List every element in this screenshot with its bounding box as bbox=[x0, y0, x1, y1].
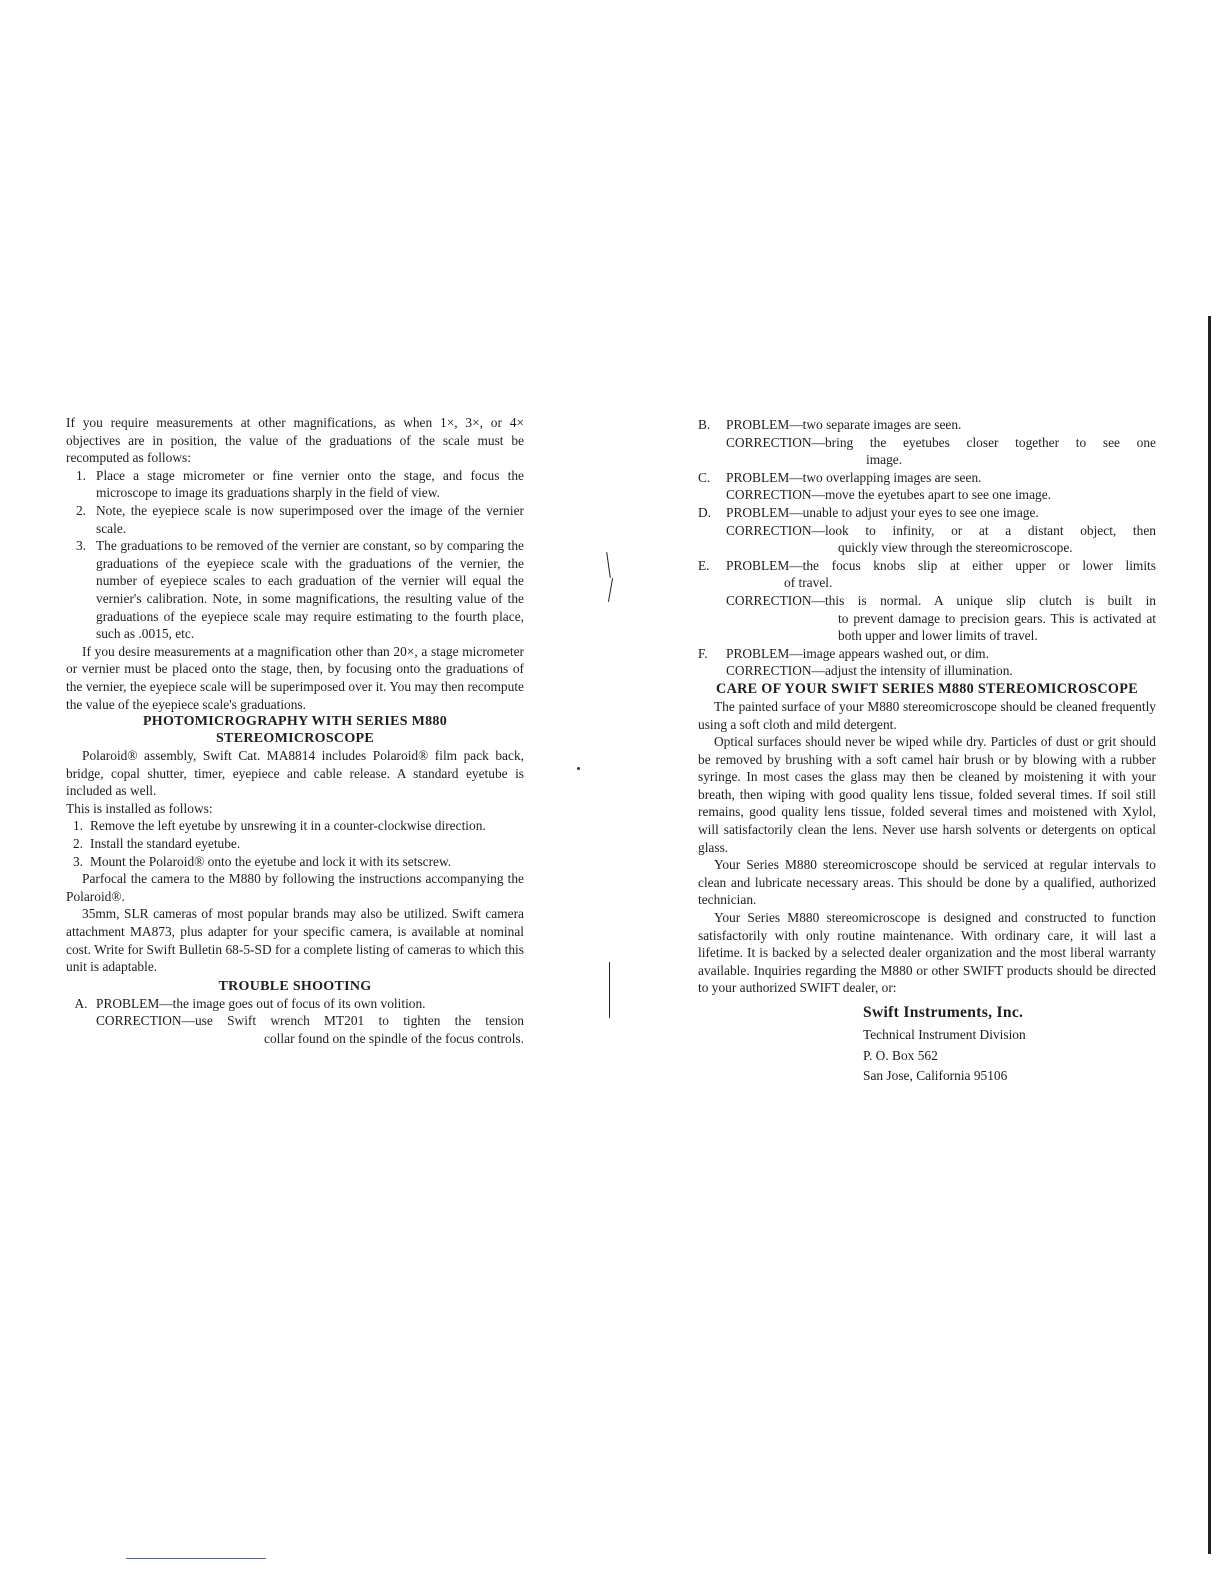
photomicrography-heading bbox=[66, 713, 524, 747]
left-column bbox=[66, 414, 524, 1048]
fold-mark-top bbox=[606, 552, 611, 578]
fold-mark-bottom bbox=[609, 962, 610, 1018]
photo-step-1 bbox=[66, 817, 524, 835]
trouble-letter: C. bbox=[698, 469, 711, 485]
step-2 bbox=[66, 502, 524, 537]
fold-mark-top-lower bbox=[608, 578, 613, 602]
step-text: Place a stage micrometer or fine vernier onto the stage, and focus the microscope to image its graduations sharply in the field of view. bbox=[96, 467, 524, 501]
trouble-problem: PROBLEM—two separate images are seen. bbox=[726, 417, 962, 432]
photomicrography-heading-line-2: STEREOMICROSCOPE bbox=[215, 731, 375, 747]
step-text: Install the standard eyetube. bbox=[90, 836, 241, 852]
correction-line: CORRECTION—use Swift wrench MT201 to tighten the tension bbox=[96, 1013, 524, 1029]
correction-line: CORRECTION—move the eyetubes apart to see one image. bbox=[726, 487, 1052, 503]
trouble-letter: A. bbox=[74, 995, 88, 1011]
step-number: 1. bbox=[72, 818, 84, 834]
company-address bbox=[863, 1001, 1156, 1087]
trouble-item-d bbox=[698, 504, 1156, 522]
care-paragraph-1: The painted surface of your M880 stereomicroscope should be cleaned frequently using a soft cloth and mild detergent. bbox=[698, 698, 1156, 732]
care-heading: CARE OF YOUR SWIFT SERIES M880 STEREOMICROSCOPE bbox=[716, 680, 1138, 697]
correction-line-cont: to prevent damage to precision gears. This is activated at both upper and lower limits of travel. bbox=[838, 610, 1156, 644]
step-3 bbox=[66, 537, 524, 643]
correction-line-cont: collar found on the spindle of the focus controls. bbox=[264, 1031, 524, 1046]
polaroid-paragraph: Polaroid® assembly, Swift Cat. MA8814 includes Polaroid® film pack back, bridge, copal shutter, timer, eyepiece and cable release. A standard eyetube is included as well. bbox=[66, 748, 524, 799]
photo-step-3 bbox=[66, 853, 524, 871]
trouble-item-e bbox=[698, 557, 1156, 575]
step-number: 2. bbox=[75, 502, 87, 518]
trouble-letter: F. bbox=[698, 645, 708, 661]
correction-line: CORRECTION—bring the eyetubes closer together to see one bbox=[726, 434, 1156, 450]
correction-line-cont: quickly view through the stereomicroscope. bbox=[838, 540, 1073, 556]
right-column bbox=[698, 416, 1156, 1087]
scan-speck bbox=[577, 767, 580, 770]
trouble-letter: B. bbox=[698, 417, 711, 432]
photo-step-2 bbox=[66, 835, 524, 853]
trouble-f-correction bbox=[698, 662, 1156, 680]
trouble-problem: PROBLEM—the image goes out of focus of its own volition. bbox=[96, 995, 426, 1011]
step-text: Note, the eyepiece scale is now superimposed over the image of the vernier scale. bbox=[96, 502, 524, 536]
scan-edge-line bbox=[1208, 316, 1211, 1554]
step-text: Remove the left eyetube by unsrewing it in a counter-clockwise direction. bbox=[90, 818, 486, 834]
trouble-problem-cont: of travel. bbox=[784, 575, 833, 591]
correction-line: CORRECTION—adjust the intensity of illumination. bbox=[726, 663, 1013, 679]
intro-paragraph: If you require measurements at other magnifications, as when 1×, 3×, or 4× objectives are in position, the value of the graduations of the scale must be recomputed as follows: bbox=[66, 415, 524, 466]
care-paragraph-4: Your Series M880 stereomicroscope is designed and constructed to function satisfactorily with only routine maintenance. With ordinary care, it will last a lifetime. It is backed by a selected dealer organization and the most liberal warranty available. Inquiries regarding the M880 or other SWIFT products should be directed to your authorized SWIFT dealer, or: bbox=[698, 910, 1156, 996]
slr-paragraph: 35mm, SLR cameras of most popular brands may also be utilized. Swift camera attachment MA873, plus adapter for your specific camera, is available at nominal cost. Write for Swift Bulletin 68-5-SD for a complete listing of cameras to which this unit is adaptable. bbox=[66, 906, 524, 975]
photomicrography-heading-line-1: PHOTOMICROGRAPHY WITH SERIES M880 bbox=[142, 714, 448, 730]
measurement-paragraph: If you desire measurements at a magnification other than 20×, a stage micrometer or vernier must be placed onto the stage, then, by focusing onto the graduations of the vernier, the eyepiece scale will be superimposed over it. You may then recompute the value of the eyepiece scale's graduations. bbox=[66, 643, 524, 712]
step-number: 1. bbox=[75, 467, 87, 483]
care-paragraph-2: Optical surfaces should never be wiped while dry. Particles of dust or grit should be removed by brushing with a soft camel hair brush or by blowing with a rubber syringe. In most cases the glass may then be cleaned by moistening it with your breath, then wiping with good quality lens tissue, folded several times. If soil still remains, good quality lens tissue, folded several times and moistened with Xylol, will satisfactorily clean the lens. Never use harsh solvents or detergents on optical glass. bbox=[698, 734, 1156, 855]
correction-line-cont: image. bbox=[866, 452, 903, 468]
trouble-c-correction bbox=[698, 486, 1156, 504]
trouble-b-correction bbox=[698, 434, 1156, 469]
care-paragraph-3: Your Series M880 stereomicroscope should be serviced at regular intervals to clean and lubricate necessary areas. This should be done by a qualified, authorized technician. bbox=[698, 857, 1156, 908]
step-number: 2. bbox=[72, 836, 84, 852]
trouble-item-f bbox=[698, 645, 1156, 663]
company-pobox: P. O. Box 562 bbox=[863, 1047, 938, 1063]
correction-line: CORRECTION—this is normal. A unique slip clutch is built in bbox=[726, 592, 1156, 608]
company-division: Technical Instrument Division bbox=[863, 1027, 1026, 1042]
step-number: 3. bbox=[75, 538, 87, 554]
blue-underline-mark bbox=[126, 1558, 266, 1559]
step-text: Mount the Polaroid® onto the eyetube and lock it with its setscrew. bbox=[90, 853, 452, 869]
step-number: 3. bbox=[72, 853, 84, 869]
company-city: San Jose, California 95106 bbox=[863, 1068, 1008, 1083]
trouble-item-c bbox=[698, 469, 1156, 487]
step-text: The graduations to be removed of the vernier are constant, so by comparing the graduations of the eyepiece scale with the graduations of the vernier, the number of eyepiece scales to each graduation of the vernier will equal the vernier's calibration. Note, in some magnifications, the resulting value of the graduations of the eyepiece scale may require estimating to the fourth place, such as .0015, etc. bbox=[96, 538, 524, 642]
parfocal-paragraph: Parfocal the camera to the M880 by following the instructions accompanying the Polaroid®. bbox=[66, 871, 524, 904]
company-name: Swift Instruments, Inc. bbox=[863, 1004, 1024, 1021]
trouble-shooting-heading: TROUBLE SHOOTING bbox=[218, 978, 372, 994]
trouble-letter: E. bbox=[698, 557, 710, 573]
trouble-a-correction bbox=[66, 1012, 524, 1047]
step-1 bbox=[66, 467, 524, 502]
trouble-problem: PROBLEM—unable to adjust your eyes to see one image. bbox=[726, 504, 1039, 520]
correction-line: CORRECTION—look to infinity, or at a distant object, then bbox=[726, 522, 1156, 538]
trouble-e-correction bbox=[698, 592, 1156, 645]
trouble-item-a bbox=[66, 995, 524, 1013]
trouble-problem: PROBLEM—image appears washed out, or dim. bbox=[726, 645, 989, 661]
installed-paragraph: This is installed as follows: bbox=[66, 800, 213, 816]
trouble-problem: PROBLEM—two overlapping images are seen. bbox=[726, 469, 982, 485]
trouble-problem: PROBLEM—the focus knobs slip at either upper or lower limits bbox=[726, 557, 1156, 573]
trouble-d-correction bbox=[698, 522, 1156, 557]
trouble-letter: D. bbox=[698, 504, 712, 520]
trouble-item-b bbox=[698, 416, 1156, 434]
